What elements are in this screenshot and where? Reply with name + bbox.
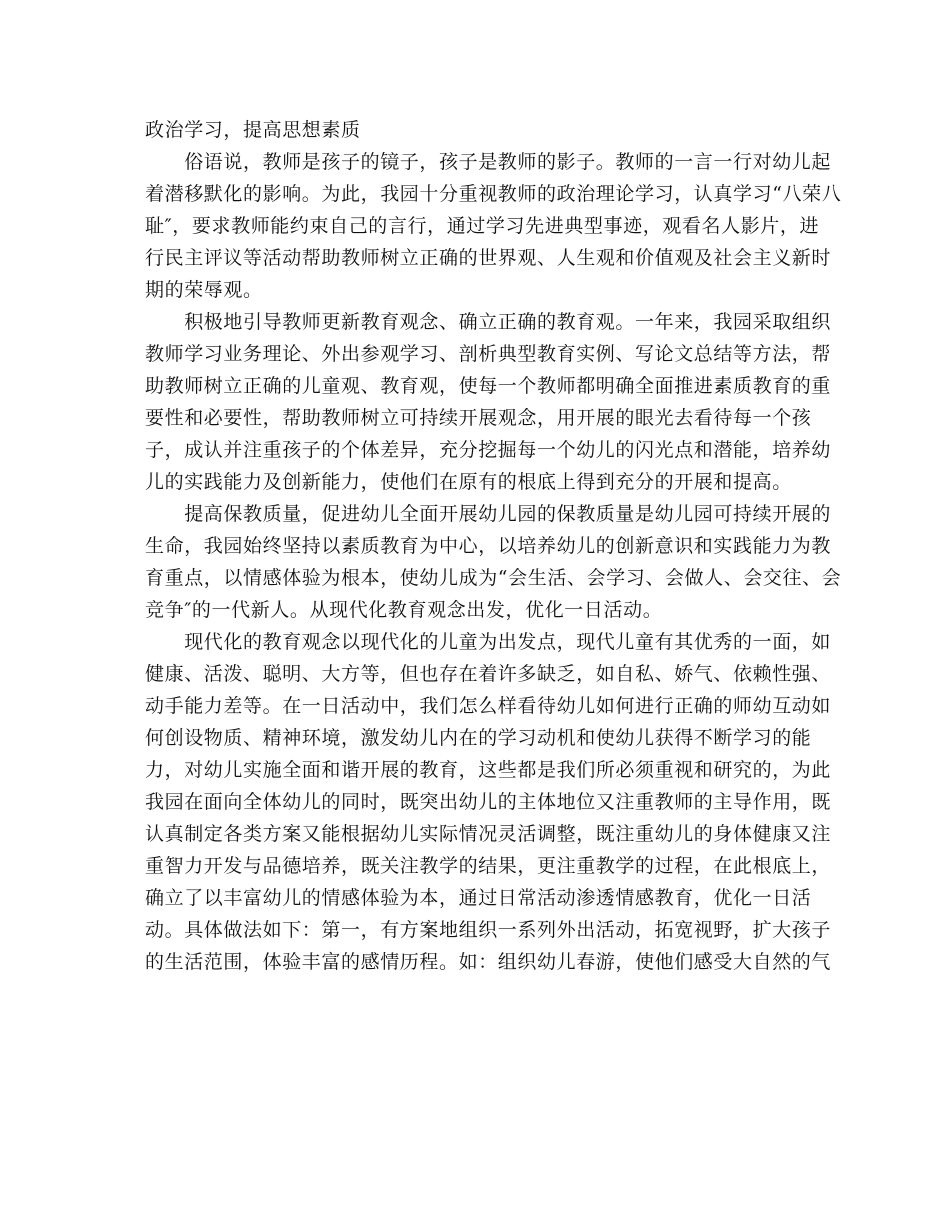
paragraph-line: 助教师树立正确的儿童观、教育观，使每一个教师都明确全面推进素质教育的重 [145, 375, 832, 397]
paragraph-1 [145, 146, 842, 306]
paragraph-line: 生命，我园始终坚持以素质教育为中心，以培养幼儿的创新意识和实践能力为教 [145, 535, 832, 557]
paragraph-line: 何创设物质、精神环境，激发幼儿内在的学习动机和使幼儿获得不断学习的能 [145, 727, 812, 749]
document-page [145, 114, 842, 978]
paragraph-line: 期的荣辱观。 [145, 279, 263, 301]
paragraph-line: 力，对幼儿实施全面和谐开展的教育，这些都是我们所必须重视和研究的，为此 [145, 759, 832, 781]
paragraph-line: 着潜移默化的影响。为此，我园十分重视教师的政治理论学习，认真学习“八荣八 [145, 183, 842, 205]
paragraph-line: 儿的实践能力及创新能力，使他们在原有的根底上得到充分的开展和提高。 [145, 471, 792, 493]
paragraph-3 [145, 498, 842, 626]
paragraph-line: 认真制定各类方案又能根据幼儿实际情况灵活调整，既注重幼儿的身体健康又注 [145, 823, 832, 845]
paragraph-line: 动。具体做法如下：第一，有方案地组织一系列外出活动，拓宽视野，扩大孩子 [145, 919, 832, 941]
paragraph-2 [145, 306, 832, 498]
section-heading: 政治学习，提高思想素质 [145, 119, 361, 141]
paragraph-line: 提高保教质量，促进幼儿全面开展幼儿园的保教质量是幼儿园可持续开展的 [145, 503, 832, 525]
paragraph-line: 健康、活泼、聪明、大方等，但也存在着许多缺乏，如自私、娇气、依赖性强、 [145, 663, 832, 685]
paragraph-line: 动手能力差等。在一日活动中，我们怎么样看待幼儿如何进行正确的师幼互动如 [145, 695, 832, 717]
paragraph-4 [145, 626, 832, 978]
paragraph-line: 俗语说，教师是孩子的镜子，孩子是教师的影子。教师的一言一行对幼儿起 [145, 151, 832, 173]
paragraph-line: 育重点，以情感体验为根本，使幼儿成为“会生活、会学习、会做人、会交往、会 [145, 567, 842, 589]
paragraph-line: 要性和必要性，帮助教师树立可持续开展观念，用开展的眼光去看待每一个孩 [145, 407, 812, 429]
paragraph-line: 确立了以丰富幼儿的情感体验为本，通过日常活动渗透情感教育，优化一日活 [145, 887, 812, 909]
paragraph-line: 现代化的教育观念以现代化的儿童为出发点，现代儿童有其优秀的一面，如 [145, 631, 832, 653]
paragraph-line: 耻″，要求教师能约束自己的言行，通过学习先进典型事迹，观看名人影片，进 [145, 215, 820, 237]
paragraph-line: 子，成认并注重孩子的个体差异，充分挖掘每一个幼儿的闪光点和潜能，培养幼 [145, 439, 832, 461]
paragraph-line: 教师学习业务理论、外出参观学习、剖析典型教育实例、写论文总结等方法，帮 [145, 343, 832, 365]
paragraph-line: 行民主评议等活动帮助教师树立正确的世界观、人生观和价值观及社会主义新时 [145, 247, 832, 269]
paragraph-line: 的生活范围，体验丰富的感情历程。如：组织幼儿春游，使他们感受大自然的气 [145, 951, 832, 973]
paragraph-line: 我园在面向全体幼儿的同时，既突出幼儿的主体地位又注重教师的主导作用，既 [145, 791, 832, 813]
paragraph-line: 积极地引导教师更新教育观念、确立正确的教育观。一年来，我园采取组织 [145, 311, 832, 333]
paragraph-line: 竞争″的一代新人。从现代化教育观念出发，优化一日活动。 [145, 599, 663, 621]
paragraph-line: 重智力开发与品德培养，既关注教学的结果，更注重教学的过程，在此根底上， [145, 855, 832, 877]
